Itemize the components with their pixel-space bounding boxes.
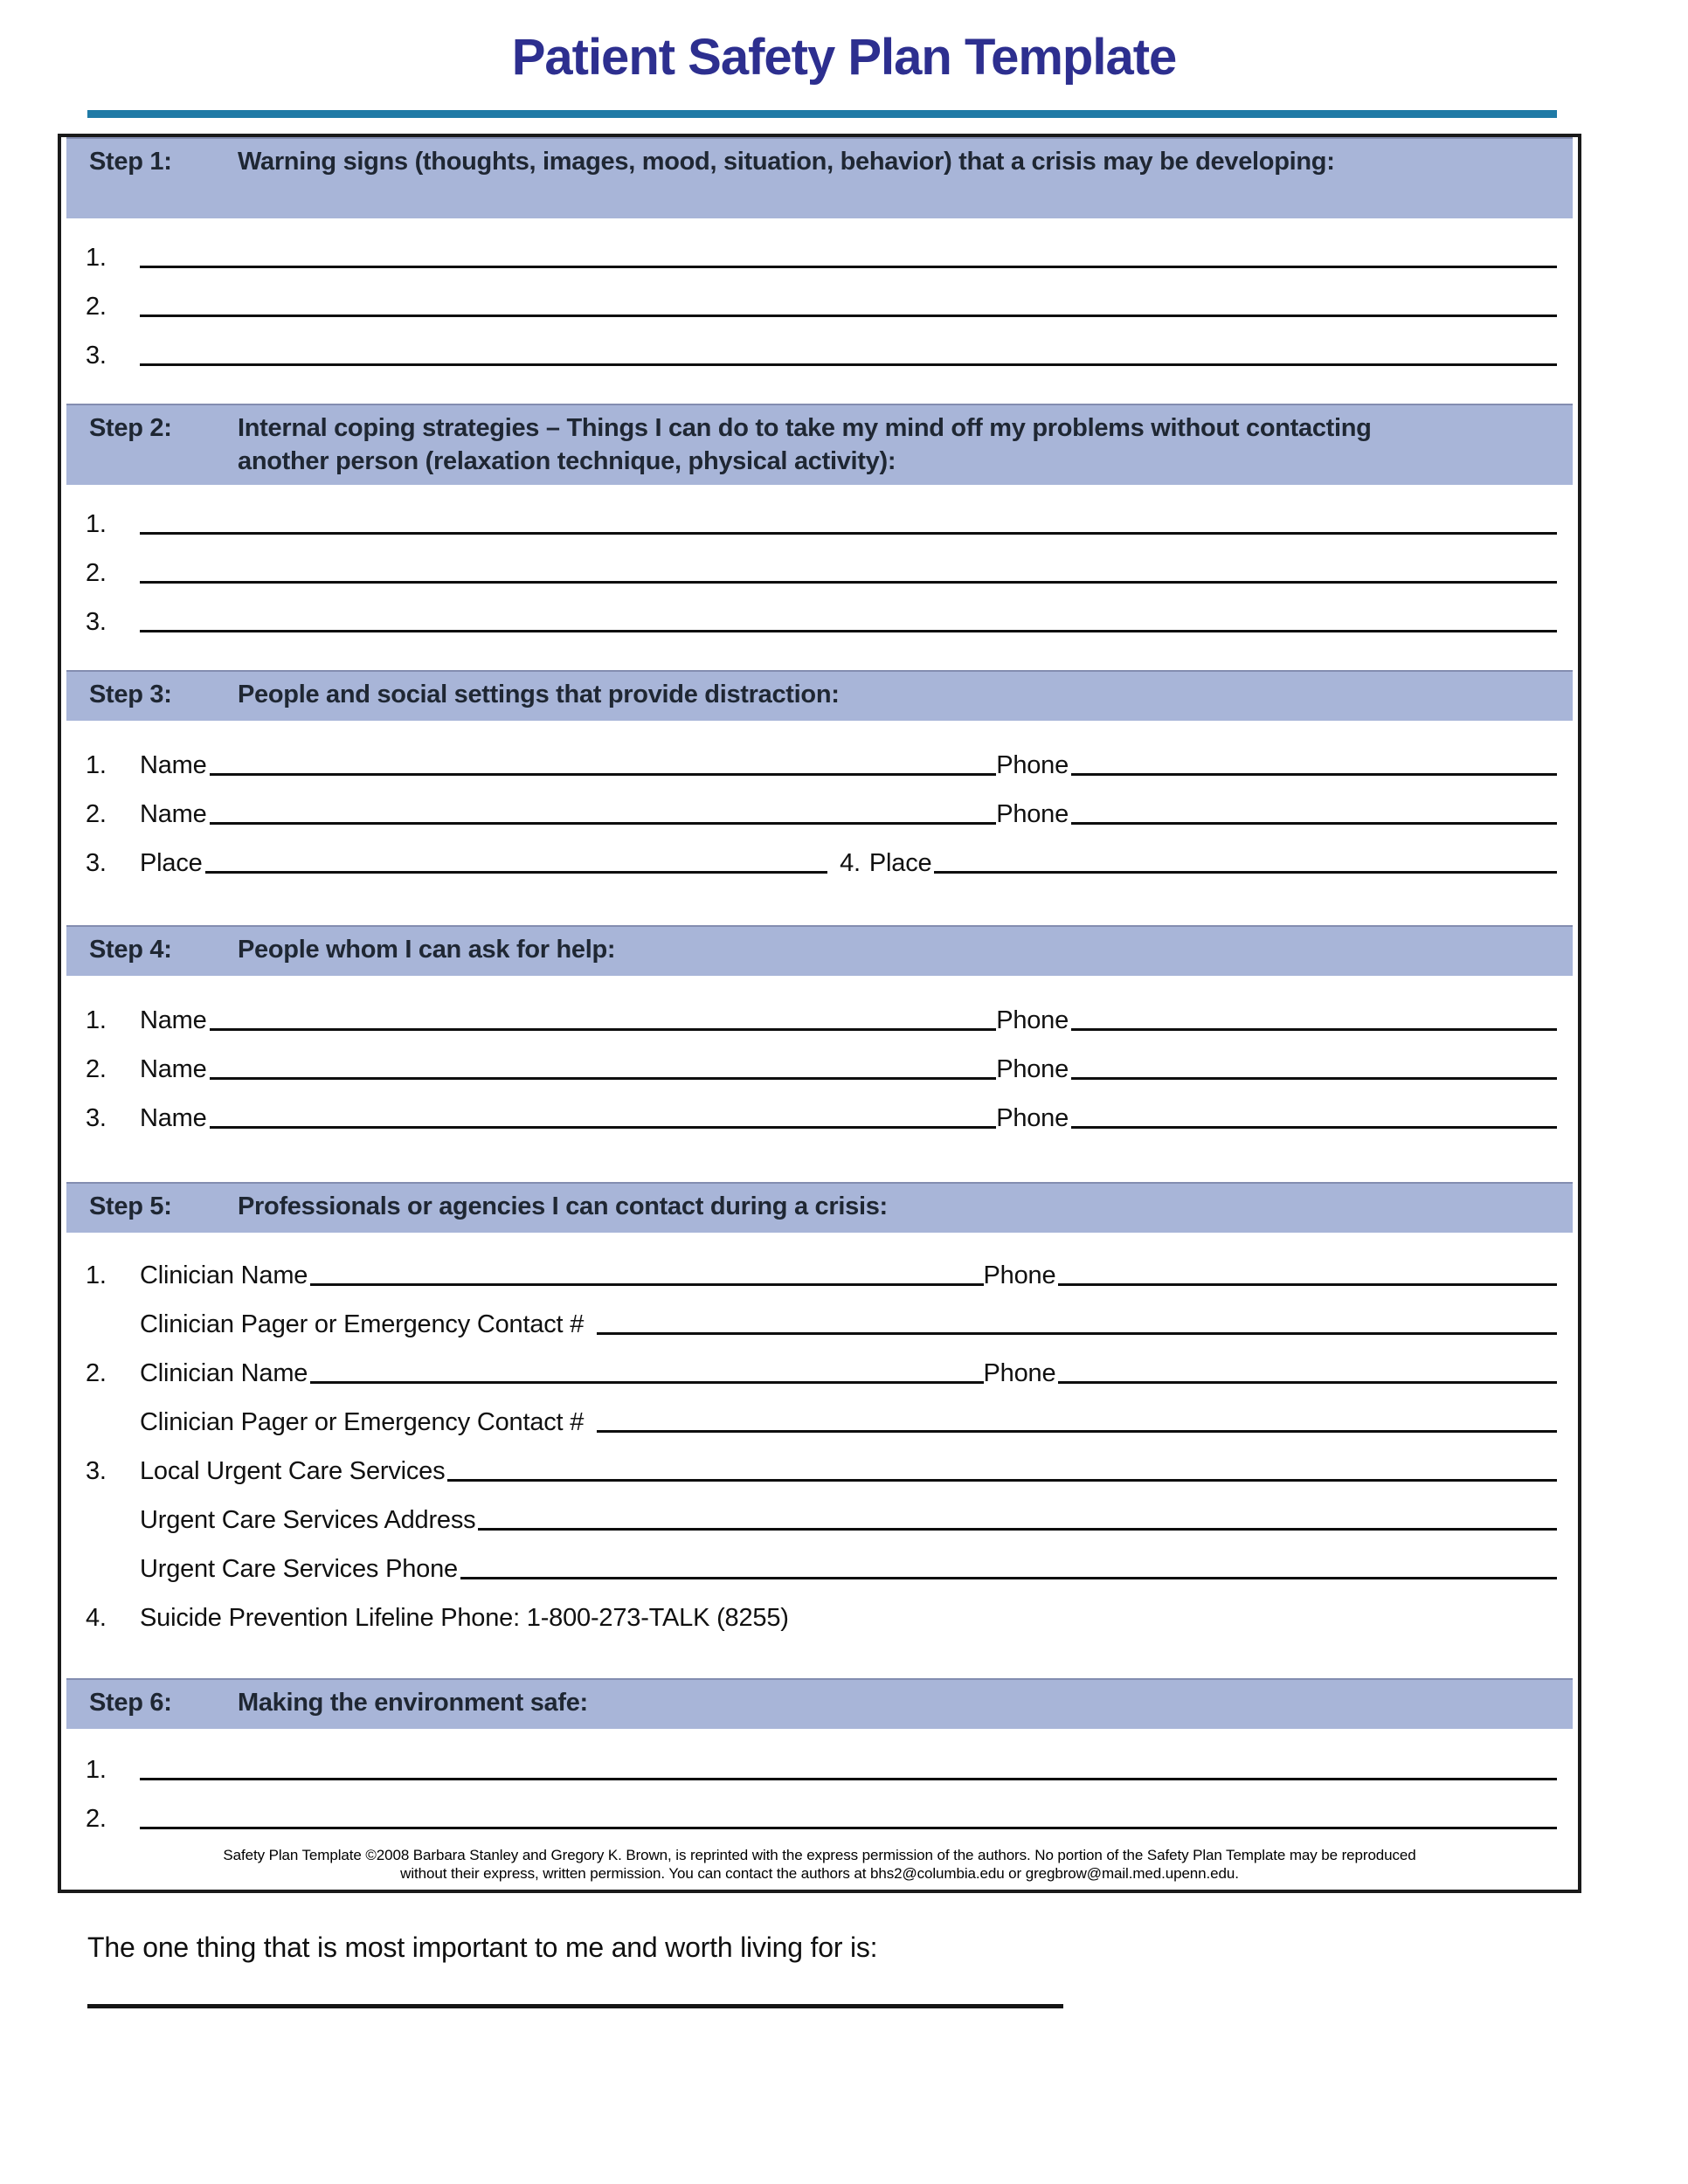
urgent-care-phone-label: Urgent Care Services Phone — [140, 1555, 458, 1583]
step4-label: Step 4: — [89, 936, 172, 964]
phone-label: Phone — [996, 1104, 1069, 1132]
step3-contact-row-2 — [86, 780, 1557, 829]
item-number: 1. — [86, 510, 107, 538]
step1-row-1 — [86, 224, 1557, 273]
item-number: 2. — [86, 800, 107, 828]
step5-pager-field-1[interactable] — [597, 1332, 1557, 1335]
step1-items — [61, 218, 1578, 404]
step5-pager-row-1 — [86, 1290, 1557, 1339]
step1-heading: Warning signs (thoughts, images, mood, situation, behavior) that a crisis may be developing: — [238, 148, 1335, 176]
phone-label: Phone — [996, 800, 1069, 828]
step1-response-field-2[interactable] — [140, 314, 1557, 317]
closing-response-field[interactable] — [87, 2004, 1063, 2008]
item-number: 1. — [86, 751, 107, 779]
step2-row-3 — [86, 588, 1557, 637]
step5-clinician-row-1 — [86, 1241, 1557, 1290]
step6-row-1 — [86, 1736, 1557, 1785]
step4-heading: People whom I can ask for help: — [238, 936, 616, 964]
step3-items — [61, 721, 1578, 925]
item-number: 1. — [86, 1006, 107, 1034]
step4-phone-field-3[interactable] — [1071, 1126, 1557, 1129]
step2-response-field-2[interactable] — [140, 581, 1557, 584]
item-number: 2. — [86, 1805, 107, 1833]
item-number: 4. — [86, 1604, 107, 1632]
step2-row-2 — [86, 539, 1557, 588]
item-number: 3. — [86, 608, 107, 636]
item-number: 3. — [86, 1457, 107, 1485]
step1-response-field-1[interactable] — [140, 266, 1557, 268]
step3-header — [66, 670, 1573, 721]
step6-label: Step 6: — [89, 1689, 172, 1717]
step6-heading: Making the environment safe: — [238, 1689, 588, 1717]
step2-label: Step 2: — [89, 414, 172, 442]
step5-header — [66, 1182, 1573, 1233]
step5-pager-row-2 — [86, 1388, 1557, 1437]
step4-name-field-1[interactable] — [210, 1028, 997, 1031]
step5-urgent-care-field[interactable] — [447, 1479, 1557, 1482]
step5-urgent-care-address-field[interactable] — [478, 1528, 1557, 1531]
step5-items — [61, 1233, 1578, 1678]
phone-label: Phone — [996, 751, 1069, 779]
step1-response-field-3[interactable] — [140, 363, 1557, 366]
step6-items — [61, 1729, 1578, 1842]
clinician-name-label: Clinician Name — [140, 1359, 308, 1387]
step2-items — [61, 485, 1578, 670]
step5-urgent-care-address-row — [86, 1486, 1557, 1535]
name-label: Name — [140, 1055, 207, 1083]
step5-urgent-care-row — [86, 1437, 1557, 1486]
item-number: 1. — [86, 244, 107, 272]
step6-header — [66, 1678, 1573, 1729]
lifeline-text: Suicide Prevention Lifeline Phone: 1-800-273-TALK (8255) — [140, 1604, 789, 1632]
step3-place-row — [86, 829, 1557, 878]
closing-prompt: The one thing that is most important to me and worth living for is: — [87, 1932, 878, 1963]
step6-row-2 — [86, 1785, 1557, 1834]
step2-response-field-1[interactable] — [140, 532, 1557, 535]
page-title: Patient Safety Plan Template — [511, 29, 1177, 86]
step5-pager-field-2[interactable] — [597, 1430, 1557, 1433]
step5-clinician-phone-field-2[interactable] — [1058, 1381, 1557, 1384]
step3-name-field-2[interactable] — [210, 822, 997, 825]
step4-phone-field-1[interactable] — [1071, 1028, 1557, 1031]
clinician-pager-label: Clinician Pager or Emergency Contact # — [140, 1310, 585, 1338]
step1-row-2 — [86, 273, 1557, 321]
phone-label: Phone — [996, 1006, 1069, 1034]
step2-response-field-3[interactable] — [140, 630, 1557, 632]
step6-response-field-2[interactable] — [140, 1827, 1557, 1829]
name-label: Name — [140, 1006, 207, 1034]
name-label: Name — [140, 751, 207, 779]
step1-header — [66, 137, 1573, 218]
item-number: 2. — [86, 1055, 107, 1083]
step3-name-field-1[interactable] — [210, 773, 997, 776]
step4-header — [66, 925, 1573, 976]
phone-label: Phone — [983, 1261, 1056, 1289]
item-number: 1. — [86, 1261, 107, 1289]
title-underline-rule — [87, 110, 1557, 118]
copyright-note: Safety Plan Template ©2008 Barbara Stanley and Gregory K. Brown, is reprinted with the express permission of the authors. No portion of the Safety Plan Template may be reproduced without their express, written permission. You can contact the authors at bhs2@columbia.edu or gregbrow@mail.med.upenn.edu. — [223, 1847, 1416, 1882]
step5-urgent-care-phone-field[interactable] — [460, 1577, 1557, 1579]
step4-contact-row-1 — [86, 986, 1557, 1035]
step5-clinician-phone-field-1[interactable] — [1058, 1283, 1557, 1286]
step5-clinician-name-field-2[interactable] — [310, 1381, 983, 1384]
step5-lifeline-row — [86, 1584, 1557, 1633]
item-number: 1. — [86, 1756, 107, 1784]
item-number: 3. — [86, 1104, 107, 1132]
step4-items — [61, 976, 1578, 1182]
step3-place-field-2[interactable] — [934, 871, 1557, 874]
place-label: Place — [140, 849, 203, 877]
step3-phone-field-2[interactable] — [1071, 822, 1557, 825]
step3-heading: People and social settings that provide distraction: — [238, 681, 840, 708]
step6-response-field-1[interactable] — [140, 1778, 1557, 1780]
clinician-pager-label: Clinician Pager or Emergency Contact # — [140, 1408, 585, 1436]
item-number: 3. — [86, 849, 107, 877]
step5-heading: Professionals or agencies I can contact during a crisis: — [238, 1192, 888, 1220]
safety-plan-form — [58, 134, 1581, 1893]
step5-clinician-name-field-1[interactable] — [310, 1283, 983, 1286]
step4-contact-row-3 — [86, 1084, 1557, 1133]
urgent-care-address-label: Urgent Care Services Address — [140, 1506, 476, 1534]
step5-clinician-row-2 — [86, 1339, 1557, 1388]
step3-place-field-1[interactable] — [205, 871, 828, 874]
step1-label: Step 1: — [89, 148, 172, 176]
step3-phone-field-1[interactable] — [1071, 773, 1557, 776]
item-number: 2. — [86, 293, 107, 321]
step4-name-field-3[interactable] — [210, 1126, 997, 1129]
step1-row-3 — [86, 321, 1557, 370]
step5-label: Step 5: — [89, 1192, 172, 1220]
step2-header — [66, 404, 1573, 485]
item-number: 4. — [840, 849, 861, 877]
phone-label: Phone — [983, 1359, 1056, 1387]
step4-name-field-2[interactable] — [210, 1077, 997, 1080]
step3-label: Step 3: — [89, 681, 172, 708]
step2-row-1 — [86, 490, 1557, 539]
phone-label: Phone — [996, 1055, 1069, 1083]
step3-contact-row-1 — [86, 731, 1557, 780]
name-label: Name — [140, 1104, 207, 1132]
name-label: Name — [140, 800, 207, 828]
clinician-name-label: Clinician Name — [140, 1261, 308, 1289]
step5-urgent-care-phone-row — [86, 1535, 1557, 1584]
step4-contact-row-2 — [86, 1035, 1557, 1084]
item-number: 2. — [86, 559, 107, 587]
item-number: 3. — [86, 342, 107, 370]
step2-heading: Internal coping strategies – Things I can do to take my mind off my problems without contacting another person (relaxation technique, physical activity): — [238, 414, 1372, 475]
urgent-care-label: Local Urgent Care Services — [140, 1457, 446, 1485]
place-label: Place — [868, 849, 932, 877]
step4-phone-field-2[interactable] — [1071, 1077, 1557, 1080]
item-number: 2. — [86, 1359, 107, 1387]
